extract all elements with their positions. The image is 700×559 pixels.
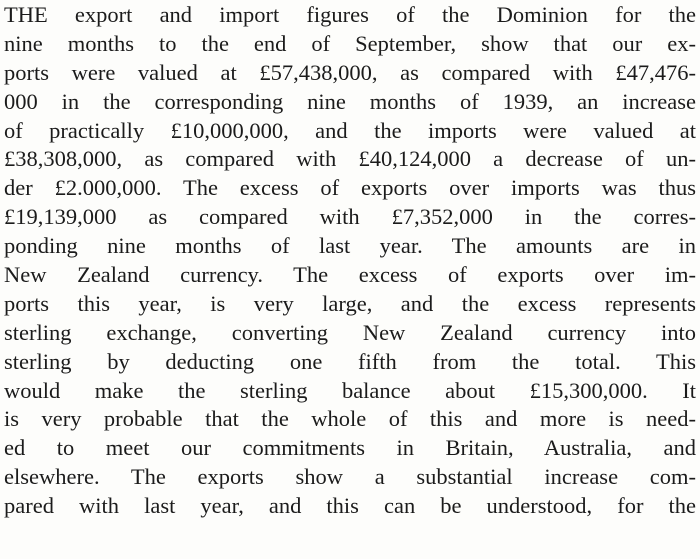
text-line: ponding nine months of last year. The amounts are in	[4, 233, 696, 259]
text-line: is very probable that the whole of this and more is need-	[4, 406, 696, 432]
text-line: sterling exchange, converting New Zealand currency into	[4, 319, 696, 345]
text-line: der £2.000,000. The excess of exports over imports was thus	[4, 175, 696, 201]
text-line: £38,308,000, as compared with £40,124,000 a decrease of un-	[4, 146, 696, 172]
text-line: THE export and import figures of the Dominion for the	[4, 2, 696, 27]
text-line: nine months to the end of September, show that our ex-	[4, 30, 696, 56]
article-text	[4, 1, 696, 521]
text-line: pared with last year, and this can be understood, for the	[4, 493, 696, 519]
text-line: sterling by deducting one fifth from the total. This	[4, 348, 696, 374]
text-line: ports this year, is very large, and the excess represents	[4, 290, 696, 316]
text-line: would make the sterling balance about £15,300,000. It	[4, 377, 696, 403]
text-line: ed to meet our commitments in Britain, Australia, and	[4, 435, 696, 461]
text-line: elsewhere. The exports show a substantial increase com-	[4, 464, 696, 490]
text-line: ports were valued at £57,438,000, as compared with £47,476-	[4, 59, 696, 85]
text-line: 000 in the corresponding nine months of 1939, an increase	[4, 88, 696, 114]
text-line: £19,139,000 as compared with £7,352,000 in the corres-	[4, 204, 696, 230]
text-line: New Zealand currency. The excess of exports over im-	[4, 262, 696, 288]
text-line: of practically £10,000,000, and the imports were valued at	[4, 117, 696, 143]
